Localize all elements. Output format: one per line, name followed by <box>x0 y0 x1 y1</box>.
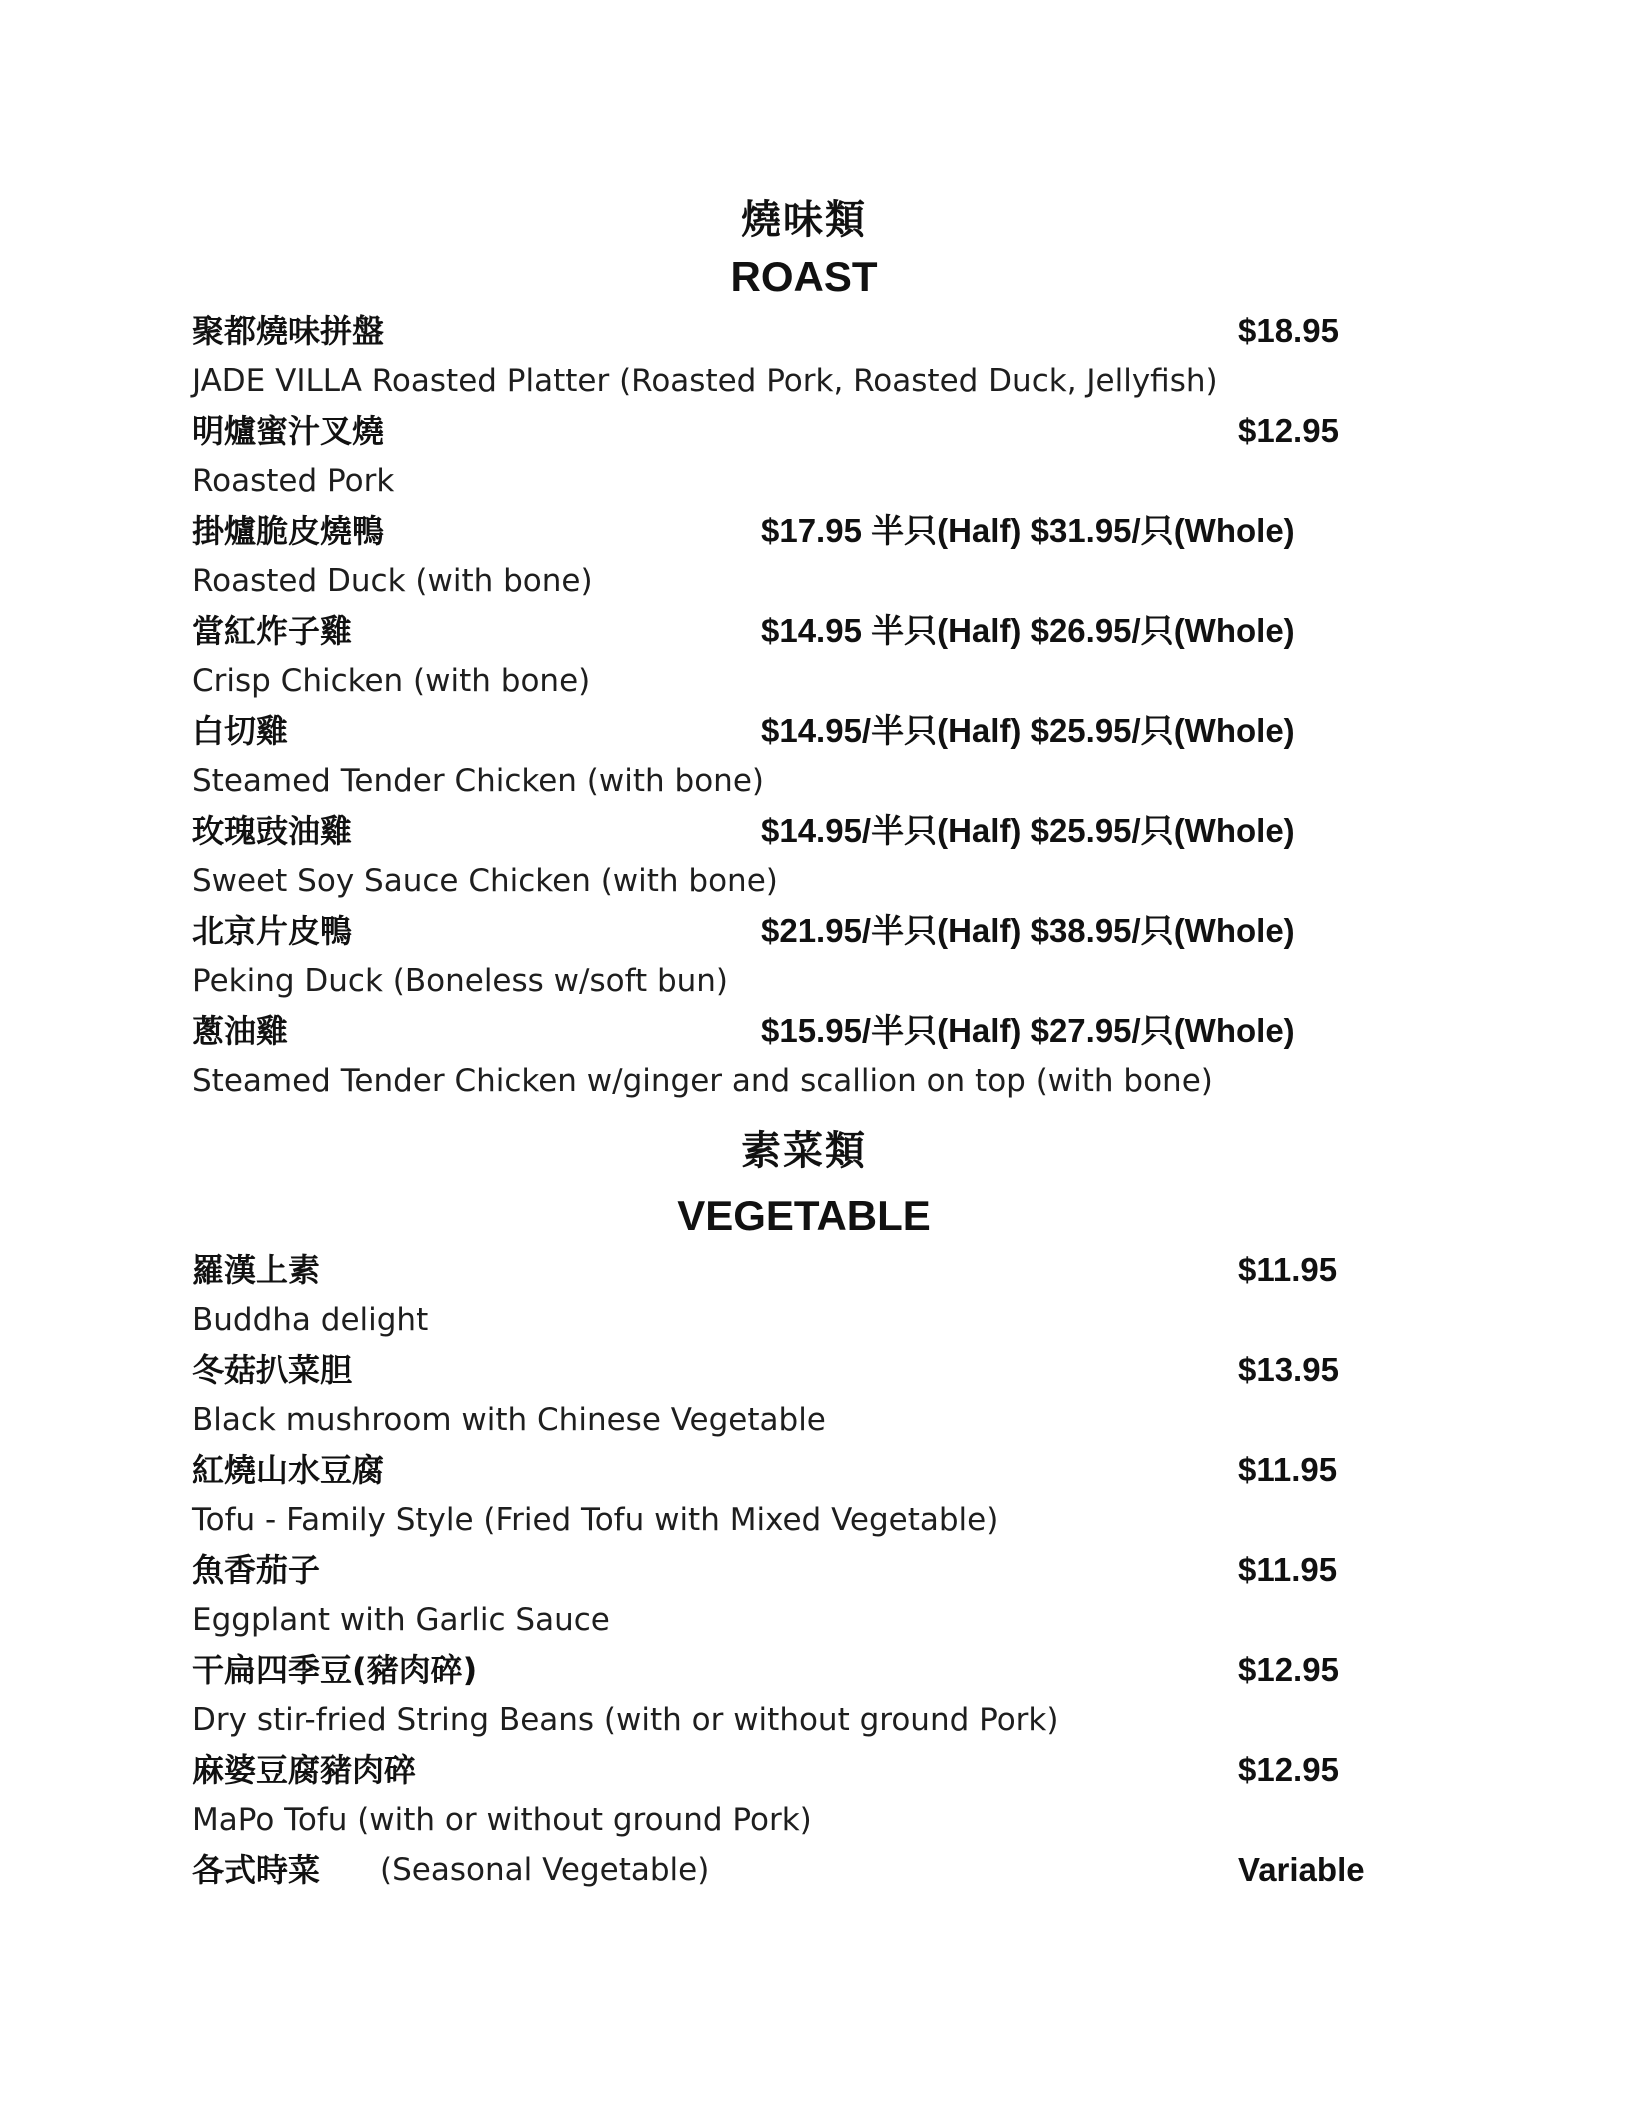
item-name-zh: 各式時菜 <box>192 1851 321 1889</box>
item-description: Peking Duck (Boneless w/soft bun) <box>192 963 729 999</box>
menu-item <box>192 1445 1392 1545</box>
item-price: $14.95/半只(Half) $25.95/只(Whole) <box>761 712 1295 749</box>
item-price: $17.95 半只(Half) $31.95/只(Whole) <box>761 512 1295 549</box>
menu-item <box>192 1545 1392 1645</box>
menu-item <box>192 1745 1392 1845</box>
item-name-zh: 冬菇扒菜胆 <box>192 1351 353 1389</box>
menu-item <box>192 606 1392 706</box>
item-price: $15.95/半只(Half) $27.95/只(Whole) <box>761 1012 1295 1049</box>
item-description: Tofu - Family Style (Fried Tofu with Mixed Vegetable) <box>192 1502 999 1538</box>
item-description: Crisp Chicken (with bone) <box>192 663 591 699</box>
item-name-zh: 蔥油雞 <box>192 1012 289 1050</box>
item-price: $11.95 <box>1238 1451 1338 1488</box>
item-description: Roasted Pork <box>192 463 395 499</box>
roast-section <box>192 192 1392 1106</box>
menu-item <box>192 806 1392 906</box>
item-price: $11.95 <box>1238 1551 1338 1588</box>
item-name-zh: 干扁四季豆(豬肉碎) <box>192 1651 478 1689</box>
menu-item-seasonal <box>192 1845 1392 1895</box>
item-description: Roasted Duck (with bone) <box>192 563 593 599</box>
item-price: $11.95 <box>1238 1251 1338 1288</box>
item-description: Sweet Soy Sauce Chicken (with bone) <box>192 863 778 899</box>
section-title-en: VEGETABLE <box>677 1192 931 1239</box>
item-price: $14.95/半只(Half) $25.95/只(Whole) <box>761 812 1295 849</box>
item-name-zh: 掛爐脆皮燒鴨 <box>192 512 385 550</box>
vegetable-section <box>192 1123 1392 1895</box>
section-title-zh: 素菜類 <box>741 1128 867 1174</box>
item-price: $12.95 <box>1238 1751 1339 1788</box>
item-description: Dry stir-fried String Beans (with or without ground Pork) <box>192 1702 1059 1738</box>
menu-item <box>192 1245 1392 1345</box>
menu-item <box>192 306 1392 406</box>
item-name-zh: 羅漢上素 <box>192 1251 321 1289</box>
item-price: $12.95 <box>1238 412 1339 449</box>
menu-item <box>192 1345 1392 1445</box>
section-title-zh: 燒味類 <box>741 197 867 243</box>
item-description: Buddha delight <box>192 1302 429 1338</box>
menu-item <box>192 1006 1392 1106</box>
menu-item <box>192 906 1392 1006</box>
item-description: Eggplant with Garlic Sauce <box>192 1602 610 1638</box>
item-description: JADE VILLA Roasted Platter (Roasted Pork, Roasted Duck, Jellyfish) <box>192 363 1218 399</box>
item-name-zh: 當紅炸子雞 <box>192 612 353 650</box>
item-name-zh: 魚香茄子 <box>192 1551 321 1589</box>
item-description: (Seasonal Vegetable) <box>380 1852 710 1888</box>
item-price: $14.95 半只(Half) $26.95/只(Whole) <box>761 612 1295 649</box>
item-name-zh: 白切雞 <box>192 712 289 750</box>
item-name-zh: 聚都燒味拼盤 <box>192 312 385 350</box>
menu-item <box>192 706 1392 806</box>
item-description: Steamed Tender Chicken (with bone) <box>192 763 764 799</box>
item-name-zh: 玫瑰豉油雞 <box>192 812 353 850</box>
item-description: MaPo Tofu (with or without ground Pork) <box>192 1802 812 1838</box>
section-title-en: ROAST <box>730 253 878 300</box>
item-price: $13.95 <box>1238 1351 1339 1388</box>
item-description: Steamed Tender Chicken w/ginger and scallion on top (with bone) <box>192 1063 1213 1099</box>
item-name-zh: 麻婆豆腐豬肉碎 <box>192 1751 417 1789</box>
item-name-zh: 紅燒山水豆腐 <box>192 1451 385 1489</box>
item-price: $18.95 <box>1238 312 1339 349</box>
item-price: $12.95 <box>1238 1651 1339 1688</box>
item-name-zh: 明爐蜜汁叉燒 <box>192 412 385 450</box>
menu-item <box>192 406 1392 506</box>
menu-item <box>192 506 1392 606</box>
item-price: Variable <box>1238 1851 1365 1888</box>
item-description: Black mushroom with Chinese Vegetable <box>192 1402 826 1438</box>
item-name-zh: 北京片皮鴨 <box>192 912 353 950</box>
item-price: $21.95/半只(Half) $38.95/只(Whole) <box>761 912 1295 949</box>
menu-item <box>192 1645 1392 1745</box>
